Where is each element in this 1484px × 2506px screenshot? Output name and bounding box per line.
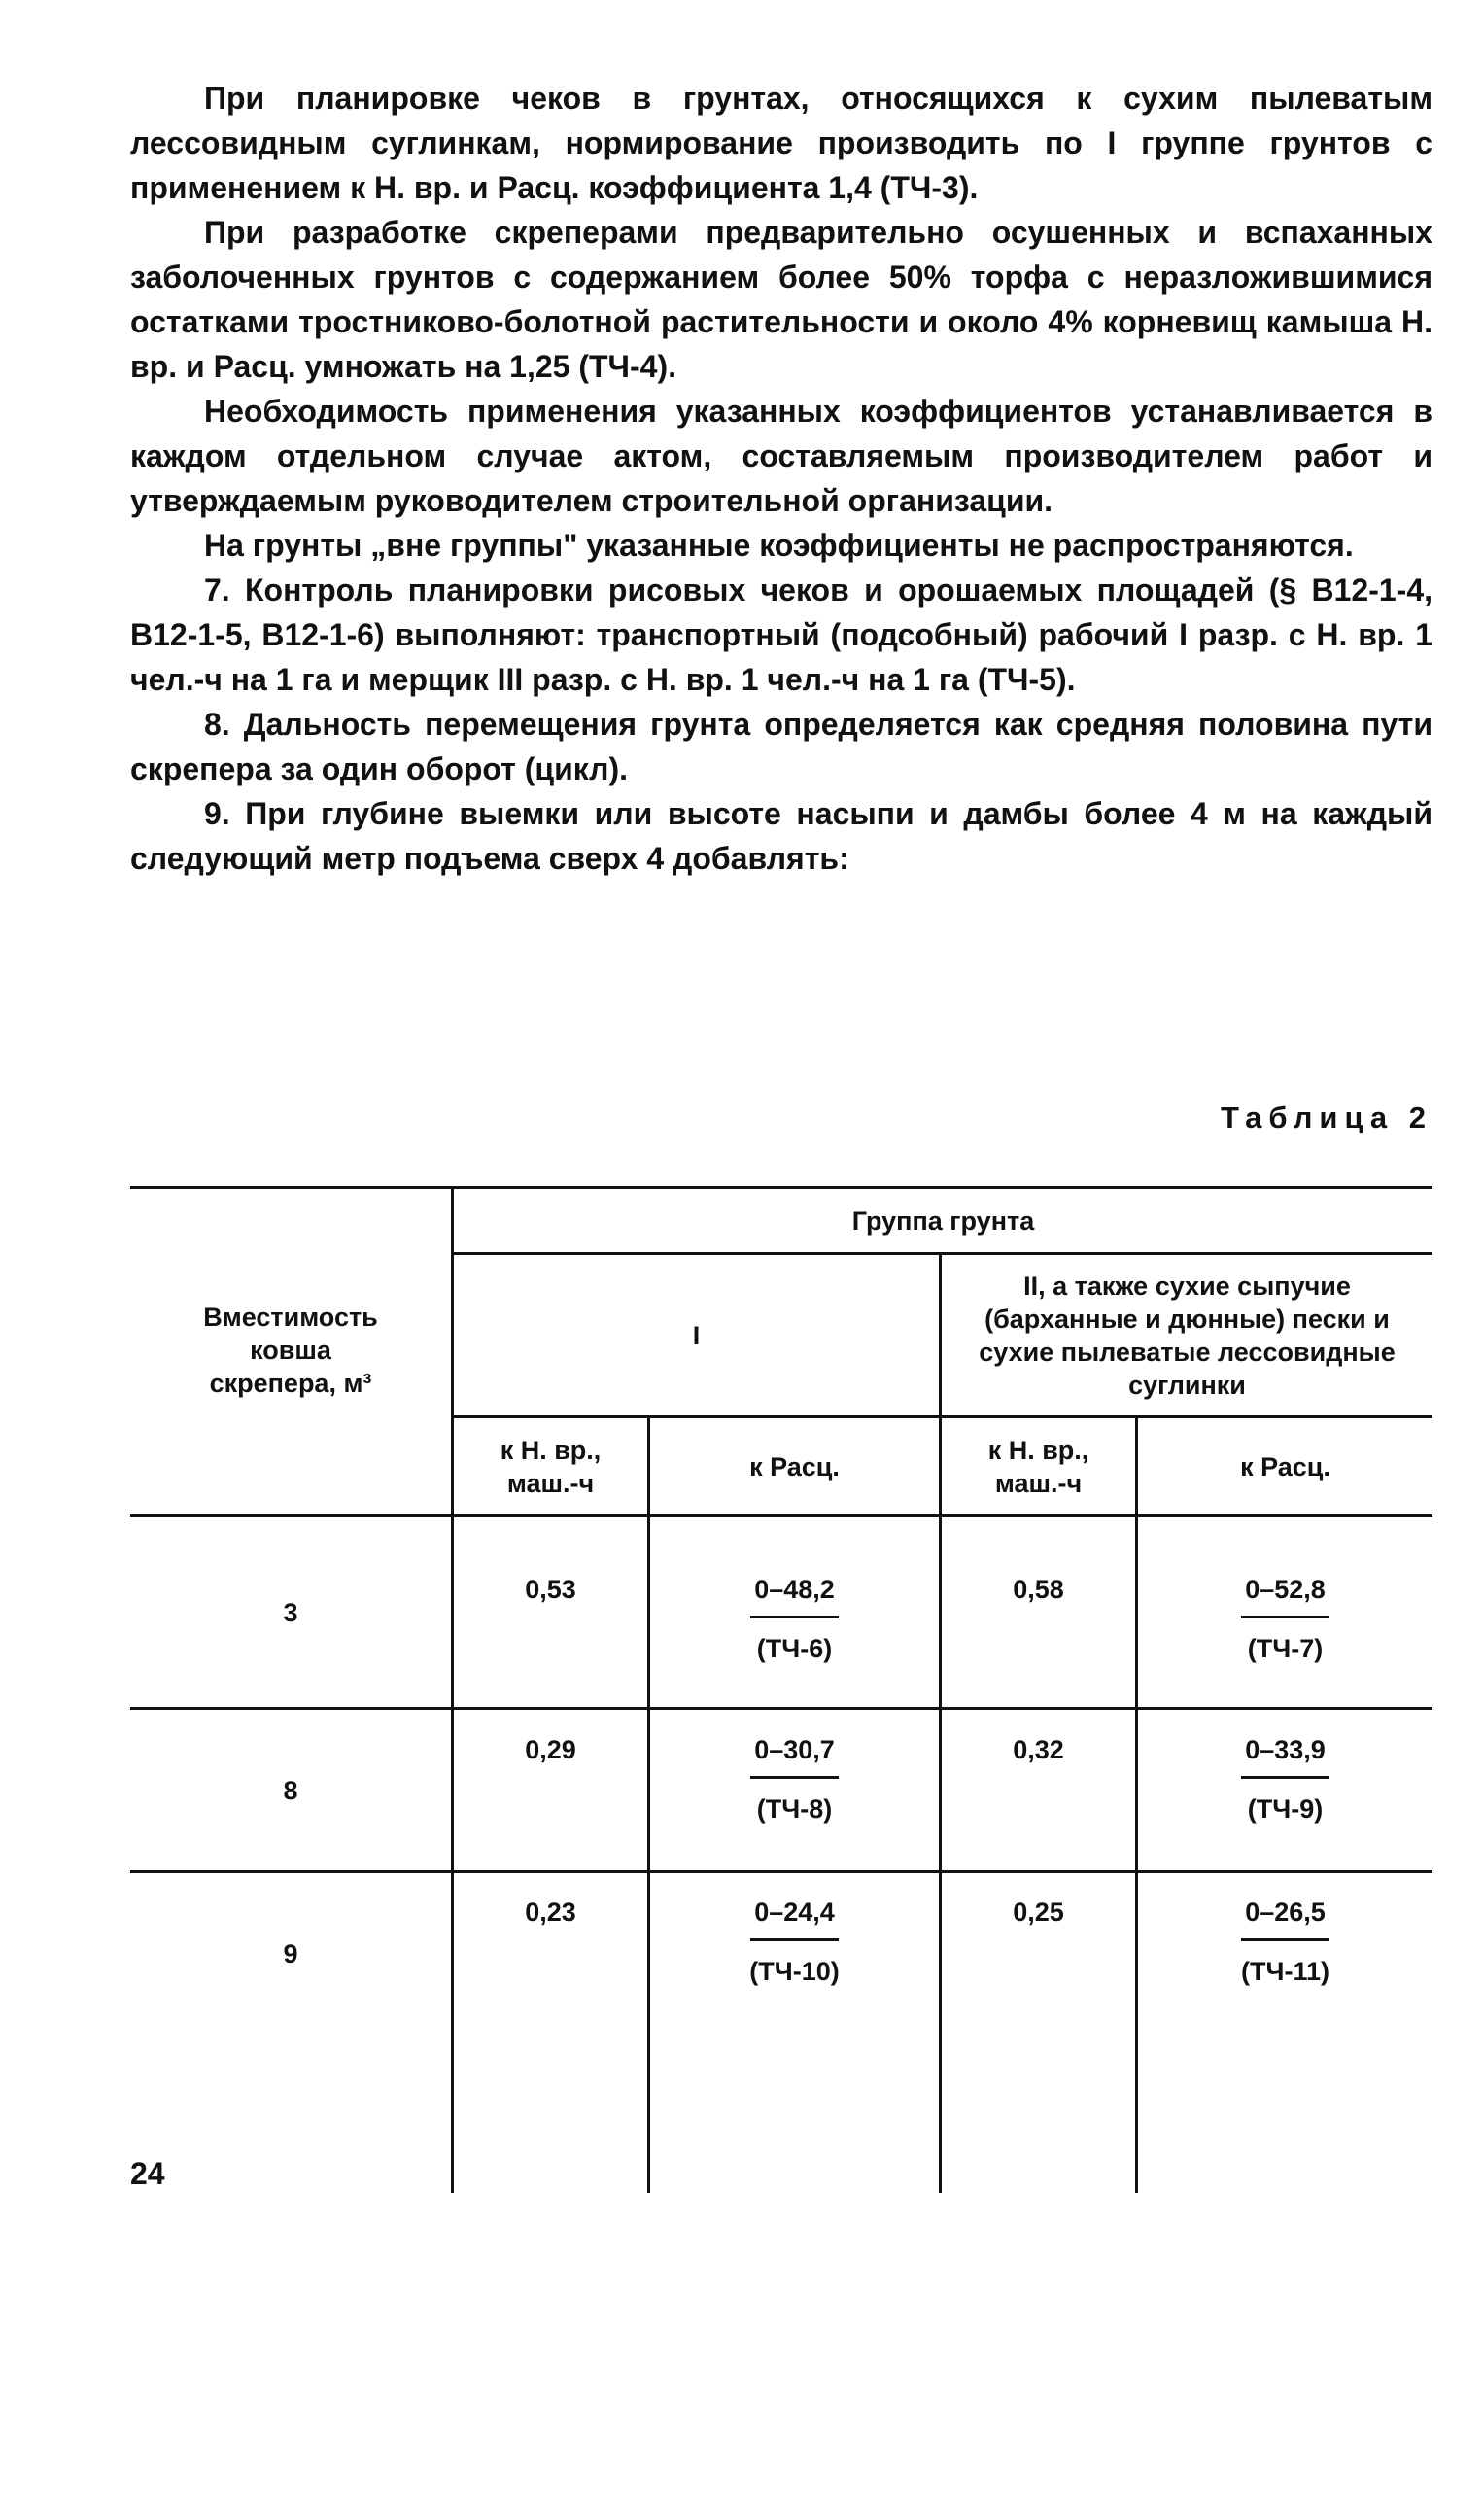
row-3-g1-rate-ref: (ТЧ-10) bbox=[749, 1957, 840, 1986]
row-1-g1-rate-value: 0–48,2 bbox=[750, 1573, 839, 1618]
row-3-g2-rate bbox=[1138, 1896, 1432, 1988]
paragraph-peat-coefficient: При разработке скреперами предварительно осушенных и вспаханных заболоченных грунтов с содержанием более 50% торфа с неразложившимися остатками тростниково-болотной растительности и около 4% корневищ камыша Н. вр. и Расц. умножать на 1,25 (ТЧ-4). bbox=[130, 215, 1432, 384]
row-2-g2-rate bbox=[1138, 1733, 1432, 1826]
coefficient-table bbox=[130, 1186, 1432, 2506]
table-caption: Таблица 2 bbox=[1220, 1100, 1432, 1134]
row-2-g2-rate-ref: (ТЧ-9) bbox=[1247, 1794, 1324, 1824]
row-3-g2-time: 0,25 bbox=[1013, 1897, 1064, 1927]
group-1-header: I bbox=[692, 1320, 701, 1350]
row-1-g1-rate bbox=[650, 1573, 939, 1665]
row-1-g2-rate-ref: (ТЧ-7) bbox=[1247, 1634, 1324, 1663]
row-2-g1-rate-value: 0–30,7 bbox=[750, 1733, 839, 1779]
row-3-g1-rate-value: 0–24,4 bbox=[750, 1896, 839, 1941]
paragraph-out-of-group: На грунты „вне группы" указанные коэффициенты не распространяются. bbox=[204, 528, 1354, 563]
row-2-g2-rate-value: 0–33,9 bbox=[1241, 1733, 1329, 1779]
paragraph-item-7: 7. Контроль планировки рисовых чеков и орошаемых площадей (§ В12-1-4, В12-1-5, В12-1-6) выполняют: транспортный (подсобный) рабочий I разр. с Н. вр. 1 чел.-ч на 1 га и мерщик III разр. с Н. вр. 1 чел.-ч на 1 га (ТЧ-5). bbox=[130, 573, 1432, 697]
row-1-g1-rate-ref: (ТЧ-6) bbox=[756, 1634, 833, 1663]
paragraph-coefficient-act: Необходимость применения указанных коэффициентов устанавливается в каждом отдельном случае актом, составляемым производителем работ и утверждаемым руководителем строительной организации. bbox=[130, 394, 1432, 518]
row-1-g2-time: 0,58 bbox=[1013, 1575, 1064, 1604]
row-2-capacity: 8 bbox=[283, 1775, 298, 1805]
row-3-g2-rate-value: 0–26,5 bbox=[1241, 1896, 1329, 1941]
paragraph-item-8: 8. Дальность перемещения грунта определяется как средняя половина пути скрепера за один оборот (цикл). bbox=[130, 707, 1432, 786]
row-3-g1-rate bbox=[650, 1896, 939, 1988]
capacity-header: Вместимость ковша скрепера, м³ bbox=[203, 1303, 378, 1398]
row-3-g2-rate-ref: (ТЧ-11) bbox=[1241, 1957, 1329, 1986]
group-2-header: II, а также сухие сыпучие (барханные и дюнные) пески и сухие пылеватые лессовидные суглинки bbox=[979, 1270, 1396, 1400]
g1-time-header: к Н. вр., маш.-ч bbox=[500, 1435, 602, 1498]
g2-time-header: к Н. вр., маш.-ч bbox=[987, 1435, 1089, 1498]
row-2-g1-rate bbox=[650, 1733, 939, 1826]
row-3-g1-time: 0,23 bbox=[525, 1897, 576, 1927]
row-2-g1-rate-ref: (ТЧ-8) bbox=[756, 1794, 833, 1824]
paragraph-loess-coefficient: При планировке чеков в грунтах, относящихся к сухим пылеватым лессовидным суглинкам, нормирование производить по I группе грунтов с применением к Н. вр. и Расц. коэффициента 1,4 (ТЧ-3). bbox=[130, 81, 1432, 205]
g2-rate-header: к Расц. bbox=[1240, 1451, 1330, 1481]
g1-rate-header: к Расц. bbox=[749, 1451, 840, 1481]
row-1-capacity: 3 bbox=[283, 1597, 298, 1627]
row-3-capacity: 9 bbox=[283, 1938, 298, 1968]
row-1-g2-rate bbox=[1138, 1573, 1432, 1665]
row-1-g2-rate-value: 0–52,8 bbox=[1241, 1573, 1329, 1618]
row-1-g1-time: 0,53 bbox=[525, 1575, 576, 1604]
page-number: 24 bbox=[130, 2156, 165, 2191]
row-2-g1-time: 0,29 bbox=[525, 1735, 576, 1764]
body-text bbox=[130, 76, 1432, 881]
paragraph-item-9: 9. При глубине выемки или высоте насыпи и дамбы более 4 м на каждый следующий метр подъема сверх 4 добавлять: bbox=[130, 796, 1432, 876]
row-2-g2-time: 0,32 bbox=[1013, 1735, 1064, 1764]
soil-group-header: Группа грунта bbox=[851, 1205, 1035, 1236]
